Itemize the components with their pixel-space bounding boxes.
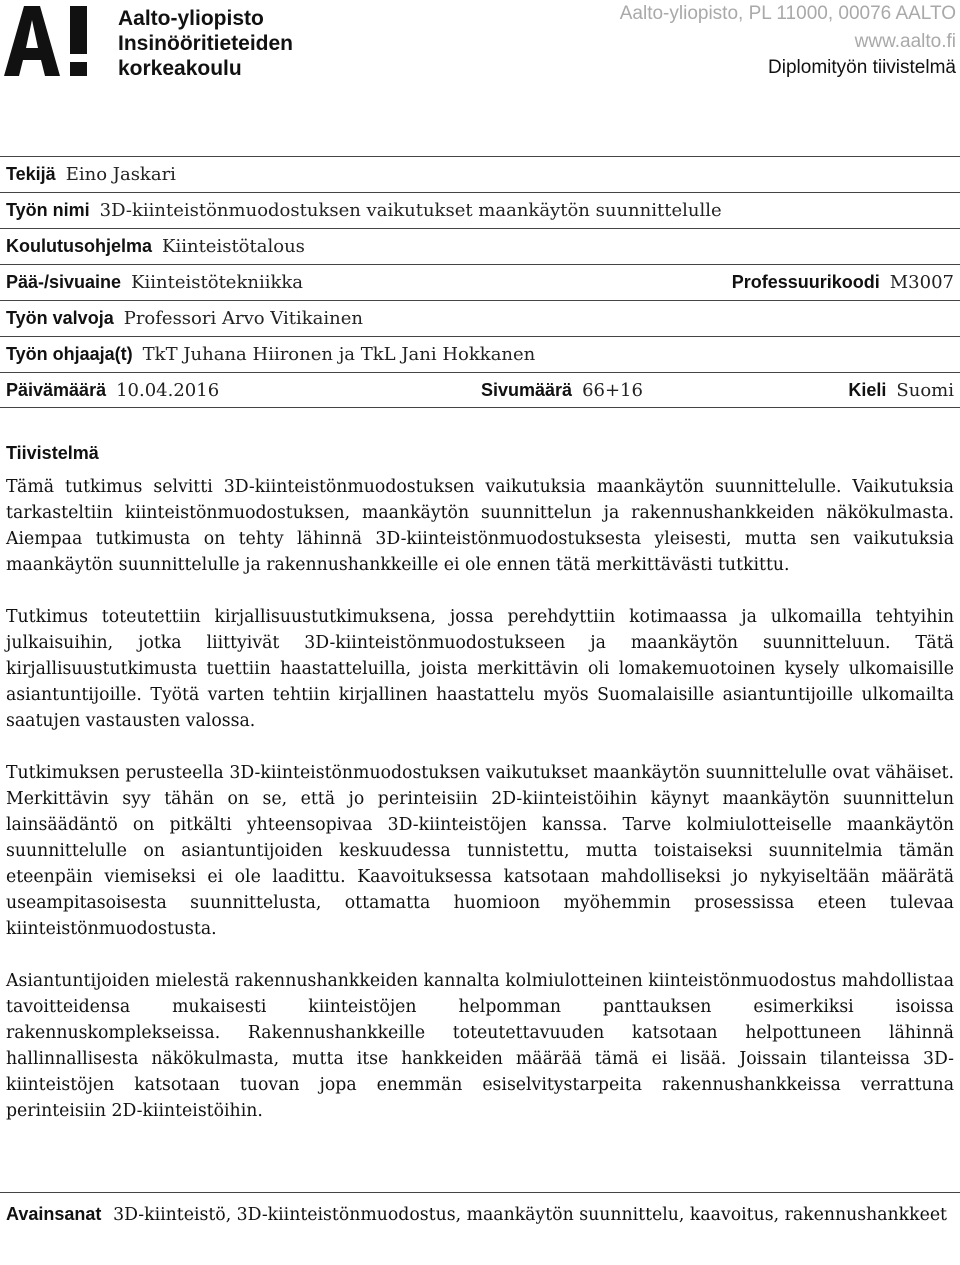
programme-label: Koulutusohjelma bbox=[6, 236, 153, 256]
keywords-box bbox=[0, 1192, 960, 1262]
supervisor-row bbox=[0, 300, 960, 336]
pages-cell bbox=[481, 373, 643, 407]
metadata-table bbox=[0, 156, 960, 408]
programme-row bbox=[0, 228, 960, 264]
date-label: Päivämäärä bbox=[6, 379, 107, 400]
title-value: 3D-kiinteistönmuodostuksen vaikutukset maankäytön suunnittelulle bbox=[99, 200, 722, 221]
professorship-label: Professuurikoodi bbox=[731, 272, 880, 292]
author-row bbox=[0, 156, 960, 192]
supervisor-label: Työn valvoja bbox=[6, 308, 114, 328]
language-label: Kieli bbox=[848, 379, 887, 400]
keywords-label: Avainsanat bbox=[6, 1204, 102, 1224]
title-row bbox=[0, 192, 960, 228]
pages-value: 66+16 bbox=[582, 379, 643, 401]
abstract-heading: Tiivistelmä bbox=[6, 443, 99, 463]
title-label: Työn nimi bbox=[6, 200, 90, 220]
document-type: Diplomityön tiivistelmä bbox=[768, 57, 956, 78]
professorship-value: M3007 bbox=[889, 272, 954, 293]
abstract-paragraph: Tutkimuksen perusteella 3D-kiinteistönmuodostuksen vaikutukset maankäytön suunnittelulle ovat vähäiset. Merkittävin syy tähän on se, että jo perinteisiin 2D-kiinteistöihin käynyt maankäytön suunnittelun lainsäädäntö on pitkälti yhteensopivaa 3D-kiinteistöjen kanssa. Tarve kolmiulotteiselle maankäytön suunnittelulle on asiantuntijoiden keskuudessa tunnistettu, mutta toistaiseksi suunnitelmia tämän eteenpäin viemiseksi ei ole laadittu. Kaavoituksessa katsotaan mahdolliseksi jo nykyiseltään määrätä useampitasoisesta suunnittelusta, ottamatta huomioon myöhemmin prosessissa eteen tulevaa kiinteistönmuodostusta. bbox=[6, 763, 954, 939]
supervisor-value: Professori Arvo Vitikainen bbox=[123, 308, 363, 329]
abstract-paragraph: Asiantuntijoiden mielestä rakennushankkeiden kannalta kolmiulotteinen kiinteistönmuodostus mahdollistaa tavoitteidensa mukaisesti kiinteistöjen helpomman panttauksen esimerkiksi isoissa rakennuskomplekseissa. Rakennushankkeille toteutettavuuden katsotaan helpottuneen lähinnä hallinnallisesta näkökulmasta, mutta itse hankkeiden määrää tämä ei lisää. Joissain tilanteissa 3D-kiinteistöjen katsotaan tuovan jopa enemmän esiselvitystarpeita rakennushankkeissa verrattuna perinteisiin 2D-kiinteistöihin. bbox=[6, 971, 954, 1121]
author-value: Eino Jaskari bbox=[65, 164, 176, 185]
advisors-value: TkT Juhana Hiironen ja TkL Jani Hokkanen bbox=[142, 344, 536, 365]
advisors-label: Työn ohjaaja(t) bbox=[6, 344, 133, 364]
date-row bbox=[0, 372, 960, 408]
school-name-line: korkeakoulu bbox=[118, 57, 242, 80]
school-name-line: Aalto-yliopisto bbox=[118, 7, 264, 30]
school-name bbox=[118, 6, 293, 81]
pages-label: Sivumäärä bbox=[481, 379, 573, 400]
programme-value: Kiinteistötalous bbox=[162, 236, 305, 257]
date-value: 10.04.2016 bbox=[116, 379, 220, 401]
language-cell bbox=[848, 373, 954, 407]
professorship-cell bbox=[732, 265, 954, 300]
language-value: Suomi bbox=[896, 379, 954, 401]
postal-address: Aalto-yliopisto, PL 11000, 00076 AALTO bbox=[619, 3, 956, 24]
abstract-paragraph: Tämä tutkimus selvitti 3D-kiinteistönmuodostuksen vaikutuksia maankäytön suunnittelulle. Vaikutuksia tarkasteltiin kiinteistönmuodostuksen, maankäytön suunnittelun ja rakennushankkeiden näkökulmasta. Aiempaa tutkimusta on tehty lähinnä 3D-kiinteistönmuodostuksesta yleisesti, mutta sen vaikutuksia maankäytön suunnittelulle ja rakennushankkeille ei ole ennen tätä merkittävästi tutkittu. bbox=[6, 477, 954, 575]
major-row bbox=[0, 264, 960, 300]
abstract-body bbox=[6, 474, 954, 1150]
author-label: Tekijä bbox=[6, 164, 56, 184]
website-link[interactable]: www.aalto.fi bbox=[854, 31, 956, 52]
keywords-value: 3D-kiinteistö, 3D-kiinteistönmuodostus, maankäytön suunnittelu, kaavoitus, rakennushankkeet bbox=[113, 1205, 948, 1225]
advisors-row bbox=[0, 336, 960, 372]
abstract-paragraph: Tutkimus toteutettiin kirjallisuustutkimuksena, jossa perehdyttiin kotimaassa ja ulkomailla tehtyihin julkaisuihin, jotka liittyivät 3D-kiinteistönmuodostukseen ja maankäytön suunnitteluun. Tätä kirjallisuustutkimusta tuettiin haastatteluilla, joista merkittävin oli lomakemuotoinen kysely ulkomaisille asiantuntijoille. Työtä varten tehtiin kirjallinen haastattelu myös Suomalaisille asiantuntijoille ulkomailta saatujen vastausten valossa. bbox=[6, 607, 954, 731]
major-label: Pää-/sivuaine bbox=[6, 272, 122, 292]
school-name-line: Insinööritieteiden bbox=[118, 32, 294, 55]
aalto-logo-icon bbox=[4, 6, 112, 78]
address-block bbox=[620, 0, 956, 56]
major-value: Kiinteistötekniikka bbox=[131, 272, 304, 293]
